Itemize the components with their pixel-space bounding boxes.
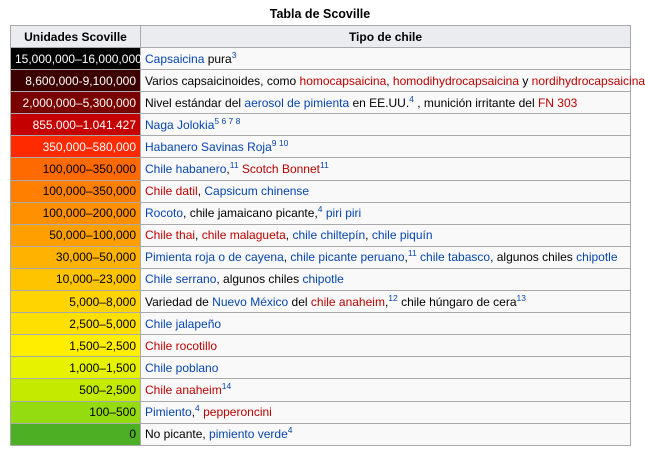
chile-link[interactable]: chile picante peruano	[290, 250, 405, 265]
chile-type-cell	[141, 423, 631, 445]
scoville-units-cell: 100,000–200,000	[11, 202, 141, 224]
chile-link[interactable]: Chile habanero	[145, 162, 227, 177]
chile-link[interactable]: homodihydrocapsaicina	[392, 73, 519, 88]
chile-link[interactable]: FN 303	[537, 95, 578, 110]
description-text: en EE.UU.	[349, 95, 410, 110]
scoville-units-cell: 2,000,000–5,300,000	[11, 92, 141, 114]
chile-link[interactable]: Rocoto	[145, 206, 184, 221]
chile-link[interactable]: chipotle	[302, 272, 344, 287]
chile-type-cell	[141, 224, 631, 246]
chile-type-cell	[141, 335, 631, 357]
chile-type-cell	[141, 357, 631, 379]
type-header[interactable]: Tipo de chile	[141, 26, 631, 48]
chile-type-cell	[141, 268, 631, 290]
scoville-units-cell: 10,000–23,000	[11, 268, 141, 290]
chile-type-cell	[141, 246, 631, 268]
chile-type-cell	[141, 291, 631, 313]
table-row	[11, 313, 631, 335]
description-text: Variedad de	[145, 294, 213, 309]
description-text: ,	[283, 250, 291, 265]
chile-link[interactable]: aerosol de pimienta	[244, 95, 350, 110]
table-row	[11, 224, 631, 246]
chile-type-cell	[141, 202, 631, 224]
description-text: , algunos chiles	[490, 250, 577, 265]
reference-link[interactable]: 12	[388, 292, 398, 303]
chile-link[interactable]: Chile thai	[145, 228, 196, 243]
table-row	[11, 202, 631, 224]
description-text: ,	[285, 228, 293, 243]
scoville-units-cell: 350,000–580,000	[11, 136, 141, 158]
chile-link[interactable]: Chile rocotillo	[145, 338, 218, 353]
scoville-table	[10, 25, 645, 446]
table-row	[11, 70, 631, 92]
scoville-units-cell: 100,000–350,000	[11, 158, 141, 180]
scoville-units-cell: 100–500	[11, 401, 141, 423]
chile-type-cell	[141, 158, 631, 180]
chile-link[interactable]: Capsaicina	[145, 51, 205, 66]
description-text: chile húngaro de cera	[397, 294, 517, 309]
chile-link[interactable]: Chile anaheim	[145, 382, 222, 397]
chile-type-cell	[141, 136, 631, 158]
table-row	[11, 136, 631, 158]
description-text: , chile jamaicano picante,	[183, 206, 318, 221]
chile-link[interactable]: Pimiento	[145, 405, 192, 420]
table-row	[11, 335, 631, 357]
table-caption: Tabla de Scoville	[269, 7, 371, 21]
reference-link[interactable]: 11	[319, 160, 329, 171]
chile-link[interactable]: Chile jalapeño	[145, 316, 222, 331]
table-row	[11, 246, 631, 268]
reference-link[interactable]: 5 6 7 8	[214, 115, 241, 126]
scoville-units-cell: 1,000–1,500	[11, 357, 141, 379]
scoville-units-cell: 50,000–100,000	[11, 224, 141, 246]
reference-link[interactable]: 11	[407, 248, 417, 259]
chile-link[interactable]: chile malagueta	[201, 228, 286, 243]
table-row	[11, 423, 631, 445]
scoville-units-cell: 8,600,000-9,100,000	[11, 70, 141, 92]
chile-link[interactable]: Scotch Bonnet	[241, 162, 320, 177]
reference-link[interactable]: 4	[317, 204, 323, 215]
chile-link[interactable]: pepperoncini	[203, 405, 272, 420]
description-text: , munición irritante del	[413, 95, 538, 110]
scoville-units-cell: 1,500–2,500	[11, 335, 141, 357]
chile-link[interactable]: chipotle	[576, 250, 618, 265]
table-row	[11, 401, 631, 423]
units-header[interactable]: Unidades Scoville	[11, 26, 141, 48]
table-row	[11, 114, 631, 136]
scoville-units-cell: 0	[11, 423, 141, 445]
chile-link[interactable]: Chile datil	[145, 184, 198, 199]
description-text: Nivel estándar del	[145, 95, 245, 110]
reference-link[interactable]: 4	[409, 93, 414, 104]
description-text: , algunos chiles	[216, 272, 303, 287]
chile-type-cell	[141, 313, 631, 335]
table-row	[11, 48, 631, 70]
description-text: ,	[191, 405, 196, 420]
chile-type-cell	[141, 48, 631, 70]
chile-link[interactable]: chile anaheim	[310, 294, 385, 309]
reference-link[interactable]: 13	[516, 292, 526, 303]
description-text: ,	[226, 162, 230, 177]
scoville-units-cell: 855.000–1.041.427	[11, 114, 141, 136]
scoville-units-cell: 15,000,000–16,000,000	[11, 48, 141, 70]
reference-link[interactable]: 4	[195, 403, 200, 414]
reference-link[interactable]: 4	[287, 425, 293, 436]
table-row	[11, 158, 631, 180]
chile-type-cell	[141, 379, 631, 401]
table-body	[11, 48, 645, 446]
chile-link[interactable]: chile chiltepín	[292, 228, 366, 243]
description-text: Varios capsaicinoides, como	[145, 73, 300, 88]
reference-link[interactable]: 9 10	[271, 137, 289, 148]
scoville-units-cell: 2,500–5,000	[11, 313, 141, 335]
chile-link[interactable]: piri piri	[325, 206, 362, 221]
description-text: y	[519, 73, 532, 88]
chile-link[interactable]: Chile poblano	[145, 360, 219, 375]
description-text: ,	[384, 294, 389, 309]
chile-link[interactable]: pimiento verde	[209, 427, 288, 442]
reference-link[interactable]: 14	[221, 380, 232, 391]
description-text: ,	[365, 228, 372, 243]
chile-type-cell	[141, 114, 631, 136]
description-text: del	[288, 294, 311, 309]
scoville-units-cell: 30,000–50,000	[11, 246, 141, 268]
scoville-units-cell: 500–2,500	[11, 379, 141, 401]
scoville-units-cell: 5,000–8,000	[11, 291, 141, 313]
description-text: ,	[197, 184, 205, 199]
description-text: ,	[386, 73, 393, 88]
chile-link[interactable]: nordihydrocapsaicina	[531, 73, 645, 88]
chile-link[interactable]: Pimienta roja o de cayena	[145, 250, 284, 265]
table-row	[11, 92, 631, 114]
chile-link[interactable]: Habanero Savinas Roja	[145, 139, 272, 154]
chile-link[interactable]: Capsicum chinense	[204, 184, 310, 199]
chile-type-cell	[141, 70, 645, 92]
description-text: pura	[204, 51, 232, 66]
description-text: ,	[195, 228, 202, 243]
chile-link[interactable]: chile piquín	[371, 228, 433, 243]
table-row	[11, 268, 631, 290]
reference-link[interactable]: 11	[229, 160, 239, 171]
table-row	[11, 357, 631, 379]
table-row	[11, 180, 631, 202]
chile-link[interactable]: chile tabasco	[420, 250, 491, 265]
description-text: ,	[404, 250, 408, 265]
table-row	[11, 379, 631, 401]
chile-type-cell	[141, 180, 631, 202]
chile-link[interactable]: Chile serrano	[145, 272, 217, 287]
scoville-units-cell: 100,000–350,000	[11, 180, 141, 202]
chile-type-cell	[141, 401, 631, 423]
chile-link[interactable]: Nuevo México	[212, 294, 289, 309]
table-row	[11, 291, 631, 313]
chile-link[interactable]: homocapsaicina	[299, 73, 387, 88]
chile-link[interactable]: Naga Jolokia	[145, 117, 215, 132]
chile-type-cell	[141, 92, 631, 114]
header-row	[11, 26, 631, 48]
description-text: No picante,	[145, 427, 210, 442]
reference-link[interactable]: 3	[231, 49, 237, 60]
